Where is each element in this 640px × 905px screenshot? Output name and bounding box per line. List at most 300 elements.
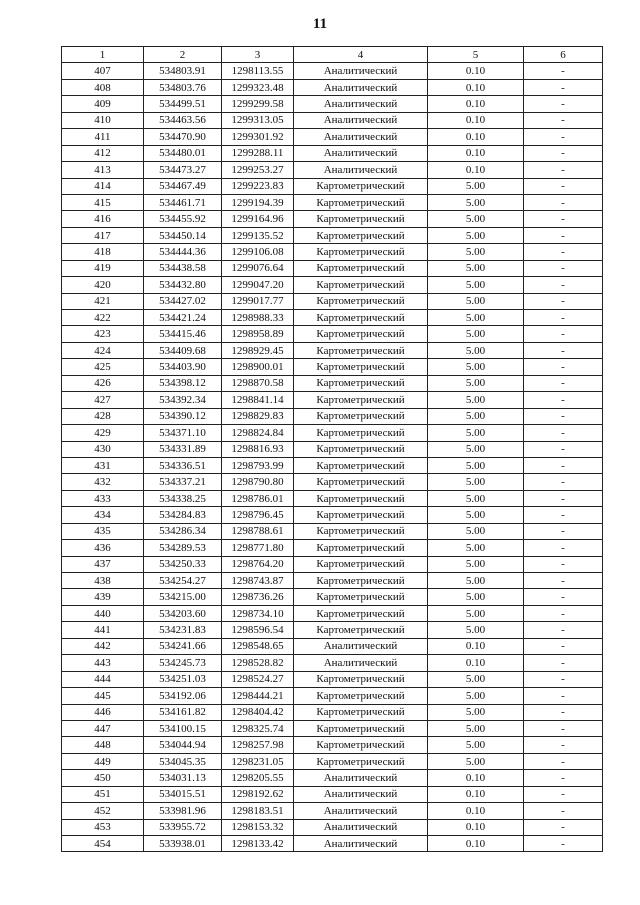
method-cell: Аналитический: [294, 770, 428, 786]
accuracy-cell: 5.00: [428, 474, 524, 490]
method-cell: Картометрический: [294, 408, 428, 424]
y-coordinate-cell: 1299194.39: [222, 194, 294, 210]
x-coordinate-cell: 534286.34: [144, 523, 222, 539]
method-cell: Аналитический: [294, 63, 428, 79]
method-cell: Аналитический: [294, 96, 428, 112]
note-cell: -: [524, 671, 603, 687]
x-coordinate-cell: 534284.83: [144, 507, 222, 523]
table-row: [62, 540, 603, 556]
note-cell: -: [524, 375, 603, 391]
method-cell: Аналитический: [294, 145, 428, 161]
table-row: [62, 704, 603, 720]
method-cell: Картометрический: [294, 244, 428, 260]
method-cell: Картометрический: [294, 720, 428, 736]
point-number-cell: 425: [62, 359, 144, 375]
table-row: [62, 457, 603, 473]
note-cell: -: [524, 178, 603, 194]
x-coordinate-cell: 534215.00: [144, 589, 222, 605]
coordinates-table: [61, 46, 603, 852]
accuracy-cell: 5.00: [428, 457, 524, 473]
note-cell: -: [524, 293, 603, 309]
method-cell: Картометрический: [294, 359, 428, 375]
method-cell: Картометрический: [294, 178, 428, 194]
y-coordinate-cell: 1298900.01: [222, 359, 294, 375]
x-coordinate-cell: 534044.94: [144, 737, 222, 753]
y-coordinate-cell: 1299313.05: [222, 112, 294, 128]
method-cell: Картометрический: [294, 392, 428, 408]
y-coordinate-cell: 1298958.89: [222, 326, 294, 342]
x-coordinate-cell: 534338.25: [144, 490, 222, 506]
note-cell: -: [524, 260, 603, 276]
point-number-cell: 420: [62, 277, 144, 293]
method-cell: Картометрический: [294, 507, 428, 523]
table-row: [62, 392, 603, 408]
method-cell: Картометрический: [294, 737, 428, 753]
y-coordinate-cell: 1298771.80: [222, 540, 294, 556]
x-coordinate-cell: 534336.51: [144, 457, 222, 473]
point-number-cell: 413: [62, 162, 144, 178]
accuracy-cell: 5.00: [428, 425, 524, 441]
method-cell: Картометрический: [294, 260, 428, 276]
table-row: [62, 638, 603, 654]
y-coordinate-cell: 1298796.45: [222, 507, 294, 523]
table-row: [62, 688, 603, 704]
table-row: [62, 671, 603, 687]
note-cell: -: [524, 63, 603, 79]
table-row: [62, 359, 603, 375]
x-coordinate-cell: 534289.53: [144, 540, 222, 556]
point-number-cell: 416: [62, 211, 144, 227]
table-row: [62, 178, 603, 194]
column-header: 6: [524, 47, 603, 63]
table-row: [62, 786, 603, 802]
method-cell: Картометрический: [294, 671, 428, 687]
x-coordinate-cell: 534192.06: [144, 688, 222, 704]
accuracy-cell: 5.00: [428, 342, 524, 358]
note-cell: -: [524, 540, 603, 556]
point-number-cell: 435: [62, 523, 144, 539]
x-coordinate-cell: 534438.58: [144, 260, 222, 276]
accuracy-cell: 5.00: [428, 326, 524, 342]
point-number-cell: 440: [62, 605, 144, 621]
note-cell: -: [524, 786, 603, 802]
method-cell: Аналитический: [294, 79, 428, 95]
x-coordinate-cell: 534250.33: [144, 556, 222, 572]
accuracy-cell: 5.00: [428, 194, 524, 210]
table-row: [62, 79, 603, 95]
x-coordinate-cell: 534461.71: [144, 194, 222, 210]
method-cell: Картометрический: [294, 194, 428, 210]
note-cell: -: [524, 129, 603, 145]
accuracy-cell: 5.00: [428, 605, 524, 621]
y-coordinate-cell: 1298736.26: [222, 589, 294, 605]
table-row: [62, 211, 603, 227]
accuracy-cell: 5.00: [428, 622, 524, 638]
table-row: [62, 310, 603, 326]
table-row: [62, 326, 603, 342]
x-coordinate-cell: 534245.73: [144, 655, 222, 671]
method-cell: Картометрический: [294, 425, 428, 441]
point-number-cell: 436: [62, 540, 144, 556]
y-coordinate-cell: 1298548.65: [222, 638, 294, 654]
accuracy-cell: 0.10: [428, 96, 524, 112]
table-row: [62, 96, 603, 112]
x-coordinate-cell: 534473.27: [144, 162, 222, 178]
point-number-cell: 417: [62, 227, 144, 243]
accuracy-cell: 0.10: [428, 655, 524, 671]
note-cell: -: [524, 573, 603, 589]
x-coordinate-cell: 534403.90: [144, 359, 222, 375]
table-row: [62, 819, 603, 835]
x-coordinate-cell: 534421.24: [144, 310, 222, 326]
y-coordinate-cell: 1299288.11: [222, 145, 294, 161]
y-coordinate-cell: 1298231.05: [222, 753, 294, 769]
note-cell: -: [524, 425, 603, 441]
y-coordinate-cell: 1298743.87: [222, 573, 294, 589]
y-coordinate-cell: 1298816.93: [222, 441, 294, 457]
point-number-cell: 446: [62, 704, 144, 720]
x-coordinate-cell: 534231.83: [144, 622, 222, 638]
point-number-cell: 433: [62, 490, 144, 506]
method-cell: Картометрический: [294, 622, 428, 638]
note-cell: -: [524, 112, 603, 128]
method-cell: Аналитический: [294, 655, 428, 671]
y-coordinate-cell: 1298824.84: [222, 425, 294, 441]
point-number-cell: 444: [62, 671, 144, 687]
note-cell: -: [524, 79, 603, 95]
x-coordinate-cell: 534803.91: [144, 63, 222, 79]
point-number-cell: 453: [62, 819, 144, 835]
x-coordinate-cell: 534254.27: [144, 573, 222, 589]
table-row: [62, 63, 603, 79]
point-number-cell: 408: [62, 79, 144, 95]
y-coordinate-cell: 1299164.96: [222, 211, 294, 227]
point-number-cell: 426: [62, 375, 144, 391]
note-cell: -: [524, 145, 603, 161]
note-cell: -: [524, 737, 603, 753]
table-row: [62, 129, 603, 145]
table-row: [62, 770, 603, 786]
y-coordinate-cell: 1299076.64: [222, 260, 294, 276]
accuracy-cell: 5.00: [428, 310, 524, 326]
y-coordinate-cell: 1298829.83: [222, 408, 294, 424]
point-number-cell: 428: [62, 408, 144, 424]
table-header-row: [62, 47, 603, 63]
table-row: [62, 720, 603, 736]
table-row: [62, 194, 603, 210]
x-coordinate-cell: 534480.01: [144, 145, 222, 161]
point-number-cell: 412: [62, 145, 144, 161]
note-cell: -: [524, 392, 603, 408]
accuracy-cell: 5.00: [428, 277, 524, 293]
note-cell: -: [524, 688, 603, 704]
x-coordinate-cell: 534444.36: [144, 244, 222, 260]
y-coordinate-cell: 1298524.27: [222, 671, 294, 687]
point-number-cell: 414: [62, 178, 144, 194]
method-cell: Картометрический: [294, 540, 428, 556]
point-number-cell: 422: [62, 310, 144, 326]
note-cell: -: [524, 490, 603, 506]
y-coordinate-cell: 1298404.42: [222, 704, 294, 720]
accuracy-cell: 5.00: [428, 688, 524, 704]
table-row: [62, 293, 603, 309]
y-coordinate-cell: 1298786.01: [222, 490, 294, 506]
method-cell: Аналитический: [294, 836, 428, 852]
point-number-cell: 443: [62, 655, 144, 671]
column-header: 2: [144, 47, 222, 63]
y-coordinate-cell: 1298113.55: [222, 63, 294, 79]
point-number-cell: 432: [62, 474, 144, 490]
note-cell: -: [524, 589, 603, 605]
method-cell: Картометрический: [294, 589, 428, 605]
point-number-cell: 423: [62, 326, 144, 342]
point-number-cell: 424: [62, 342, 144, 358]
table-body: [62, 63, 603, 852]
accuracy-cell: 0.10: [428, 145, 524, 161]
y-coordinate-cell: 1298790.80: [222, 474, 294, 490]
x-coordinate-cell: 534015.51: [144, 786, 222, 802]
point-number-cell: 452: [62, 803, 144, 819]
point-number-cell: 447: [62, 720, 144, 736]
point-number-cell: 449: [62, 753, 144, 769]
method-cell: Картометрический: [294, 326, 428, 342]
note-cell: -: [524, 523, 603, 539]
point-number-cell: 429: [62, 425, 144, 441]
note-cell: -: [524, 211, 603, 227]
x-coordinate-cell: 534371.10: [144, 425, 222, 441]
accuracy-cell: 0.10: [428, 162, 524, 178]
y-coordinate-cell: 1298257.98: [222, 737, 294, 753]
x-coordinate-cell: 534409.68: [144, 342, 222, 358]
table-row: [62, 737, 603, 753]
x-coordinate-cell: 534432.80: [144, 277, 222, 293]
x-coordinate-cell: 534470.90: [144, 129, 222, 145]
note-cell: -: [524, 638, 603, 654]
point-number-cell: 407: [62, 63, 144, 79]
table-row: [62, 622, 603, 638]
accuracy-cell: 5.00: [428, 260, 524, 276]
note-cell: -: [524, 836, 603, 852]
x-coordinate-cell: 534031.13: [144, 770, 222, 786]
note-cell: -: [524, 277, 603, 293]
table-row: [62, 260, 603, 276]
x-coordinate-cell: 534203.60: [144, 605, 222, 621]
x-coordinate-cell: 534415.46: [144, 326, 222, 342]
accuracy-cell: 0.10: [428, 79, 524, 95]
y-coordinate-cell: 1298133.42: [222, 836, 294, 852]
table-row: [62, 112, 603, 128]
y-coordinate-cell: 1299106.08: [222, 244, 294, 260]
table-row: [62, 803, 603, 819]
table-row: [62, 375, 603, 391]
table-row: [62, 753, 603, 769]
note-cell: -: [524, 244, 603, 260]
column-header: 4: [294, 47, 428, 63]
method-cell: Картометрический: [294, 573, 428, 589]
x-coordinate-cell: 534337.21: [144, 474, 222, 490]
note-cell: -: [524, 326, 603, 342]
table-row: [62, 507, 603, 523]
y-coordinate-cell: 1298764.20: [222, 556, 294, 572]
x-coordinate-cell: 534398.12: [144, 375, 222, 391]
accuracy-cell: 5.00: [428, 211, 524, 227]
table-row: [62, 573, 603, 589]
method-cell: Картометрический: [294, 556, 428, 572]
note-cell: -: [524, 457, 603, 473]
accuracy-cell: 0.10: [428, 638, 524, 654]
table-row: [62, 605, 603, 621]
accuracy-cell: 5.00: [428, 720, 524, 736]
accuracy-cell: 5.00: [428, 704, 524, 720]
x-coordinate-cell: 534463.56: [144, 112, 222, 128]
table-row: [62, 342, 603, 358]
x-coordinate-cell: 534251.03: [144, 671, 222, 687]
table-row: [62, 836, 603, 852]
accuracy-cell: 5.00: [428, 556, 524, 572]
accuracy-cell: 5.00: [428, 392, 524, 408]
accuracy-cell: 5.00: [428, 293, 524, 309]
accuracy-cell: 5.00: [428, 441, 524, 457]
accuracy-cell: 5.00: [428, 375, 524, 391]
accuracy-cell: 0.10: [428, 129, 524, 145]
point-number-cell: 448: [62, 737, 144, 753]
note-cell: -: [524, 819, 603, 835]
method-cell: Картометрический: [294, 227, 428, 243]
method-cell: Картометрический: [294, 375, 428, 391]
x-coordinate-cell: 534427.02: [144, 293, 222, 309]
method-cell: Аналитический: [294, 129, 428, 145]
table-row: [62, 145, 603, 161]
y-coordinate-cell: 1298734.10: [222, 605, 294, 621]
accuracy-cell: 5.00: [428, 573, 524, 589]
point-number-cell: 430: [62, 441, 144, 457]
note-cell: -: [524, 194, 603, 210]
y-coordinate-cell: 1299017.77: [222, 293, 294, 309]
column-header: 3: [222, 47, 294, 63]
point-number-cell: 427: [62, 392, 144, 408]
accuracy-cell: 5.00: [428, 523, 524, 539]
method-cell: Картометрический: [294, 277, 428, 293]
note-cell: -: [524, 310, 603, 326]
accuracy-cell: 0.10: [428, 770, 524, 786]
note-cell: -: [524, 770, 603, 786]
accuracy-cell: 0.10: [428, 112, 524, 128]
point-number-cell: 415: [62, 194, 144, 210]
method-cell: Аналитический: [294, 803, 428, 819]
note-cell: -: [524, 441, 603, 457]
point-number-cell: 419: [62, 260, 144, 276]
method-cell: Картометрический: [294, 441, 428, 457]
accuracy-cell: 5.00: [428, 178, 524, 194]
table-row: [62, 589, 603, 605]
table-row: [62, 655, 603, 671]
column-header: 5: [428, 47, 524, 63]
method-cell: Картометрический: [294, 211, 428, 227]
y-coordinate-cell: 1298793.99: [222, 457, 294, 473]
method-cell: Картометрический: [294, 704, 428, 720]
point-number-cell: 409: [62, 96, 144, 112]
point-number-cell: 431: [62, 457, 144, 473]
y-coordinate-cell: 1298788.61: [222, 523, 294, 539]
accuracy-cell: 0.10: [428, 63, 524, 79]
table-row: [62, 408, 603, 424]
x-coordinate-cell: 534450.14: [144, 227, 222, 243]
x-coordinate-cell: 534390.12: [144, 408, 222, 424]
method-cell: Аналитический: [294, 819, 428, 835]
method-cell: Картометрический: [294, 688, 428, 704]
accuracy-cell: 0.10: [428, 836, 524, 852]
column-header: 1: [62, 47, 144, 63]
x-coordinate-cell: 534241.66: [144, 638, 222, 654]
y-coordinate-cell: 1299301.92: [222, 129, 294, 145]
point-number-cell: 438: [62, 573, 144, 589]
accuracy-cell: 5.00: [428, 408, 524, 424]
accuracy-cell: 5.00: [428, 359, 524, 375]
x-coordinate-cell: 534392.34: [144, 392, 222, 408]
table-row: [62, 244, 603, 260]
x-coordinate-cell: 533955.72: [144, 819, 222, 835]
point-number-cell: 411: [62, 129, 144, 145]
note-cell: -: [524, 704, 603, 720]
note-cell: -: [524, 655, 603, 671]
table-row: [62, 556, 603, 572]
x-coordinate-cell: 534100.15: [144, 720, 222, 736]
accuracy-cell: 5.00: [428, 753, 524, 769]
method-cell: Картометрический: [294, 490, 428, 506]
y-coordinate-cell: 1298870.58: [222, 375, 294, 391]
accuracy-cell: 0.10: [428, 786, 524, 802]
y-coordinate-cell: 1299135.52: [222, 227, 294, 243]
table-row: [62, 425, 603, 441]
y-coordinate-cell: 1299253.27: [222, 162, 294, 178]
x-coordinate-cell: 534467.49: [144, 178, 222, 194]
method-cell: Аналитический: [294, 112, 428, 128]
point-number-cell: 437: [62, 556, 144, 572]
y-coordinate-cell: 1298596.54: [222, 622, 294, 638]
table-row: [62, 474, 603, 490]
x-coordinate-cell: 534045.35: [144, 753, 222, 769]
table-row: [62, 523, 603, 539]
point-number-cell: 454: [62, 836, 144, 852]
table-row: [62, 490, 603, 506]
method-cell: Картометрический: [294, 342, 428, 358]
y-coordinate-cell: 1299299.58: [222, 96, 294, 112]
table-row: [62, 162, 603, 178]
point-number-cell: 451: [62, 786, 144, 802]
note-cell: -: [524, 162, 603, 178]
x-coordinate-cell: 534161.82: [144, 704, 222, 720]
page-number: 11: [312, 16, 328, 32]
note-cell: -: [524, 96, 603, 112]
method-cell: Аналитический: [294, 786, 428, 802]
note-cell: -: [524, 803, 603, 819]
method-cell: Картометрический: [294, 457, 428, 473]
table-row: [62, 441, 603, 457]
accuracy-cell: 5.00: [428, 737, 524, 753]
point-number-cell: 450: [62, 770, 144, 786]
point-number-cell: 410: [62, 112, 144, 128]
y-coordinate-cell: 1298929.45: [222, 342, 294, 358]
accuracy-cell: 5.00: [428, 244, 524, 260]
y-coordinate-cell: 1299223.83: [222, 178, 294, 194]
point-number-cell: 441: [62, 622, 144, 638]
method-cell: Картометрический: [294, 310, 428, 326]
x-coordinate-cell: 534455.92: [144, 211, 222, 227]
point-number-cell: 434: [62, 507, 144, 523]
point-number-cell: 445: [62, 688, 144, 704]
x-coordinate-cell: 534499.51: [144, 96, 222, 112]
note-cell: -: [524, 605, 603, 621]
